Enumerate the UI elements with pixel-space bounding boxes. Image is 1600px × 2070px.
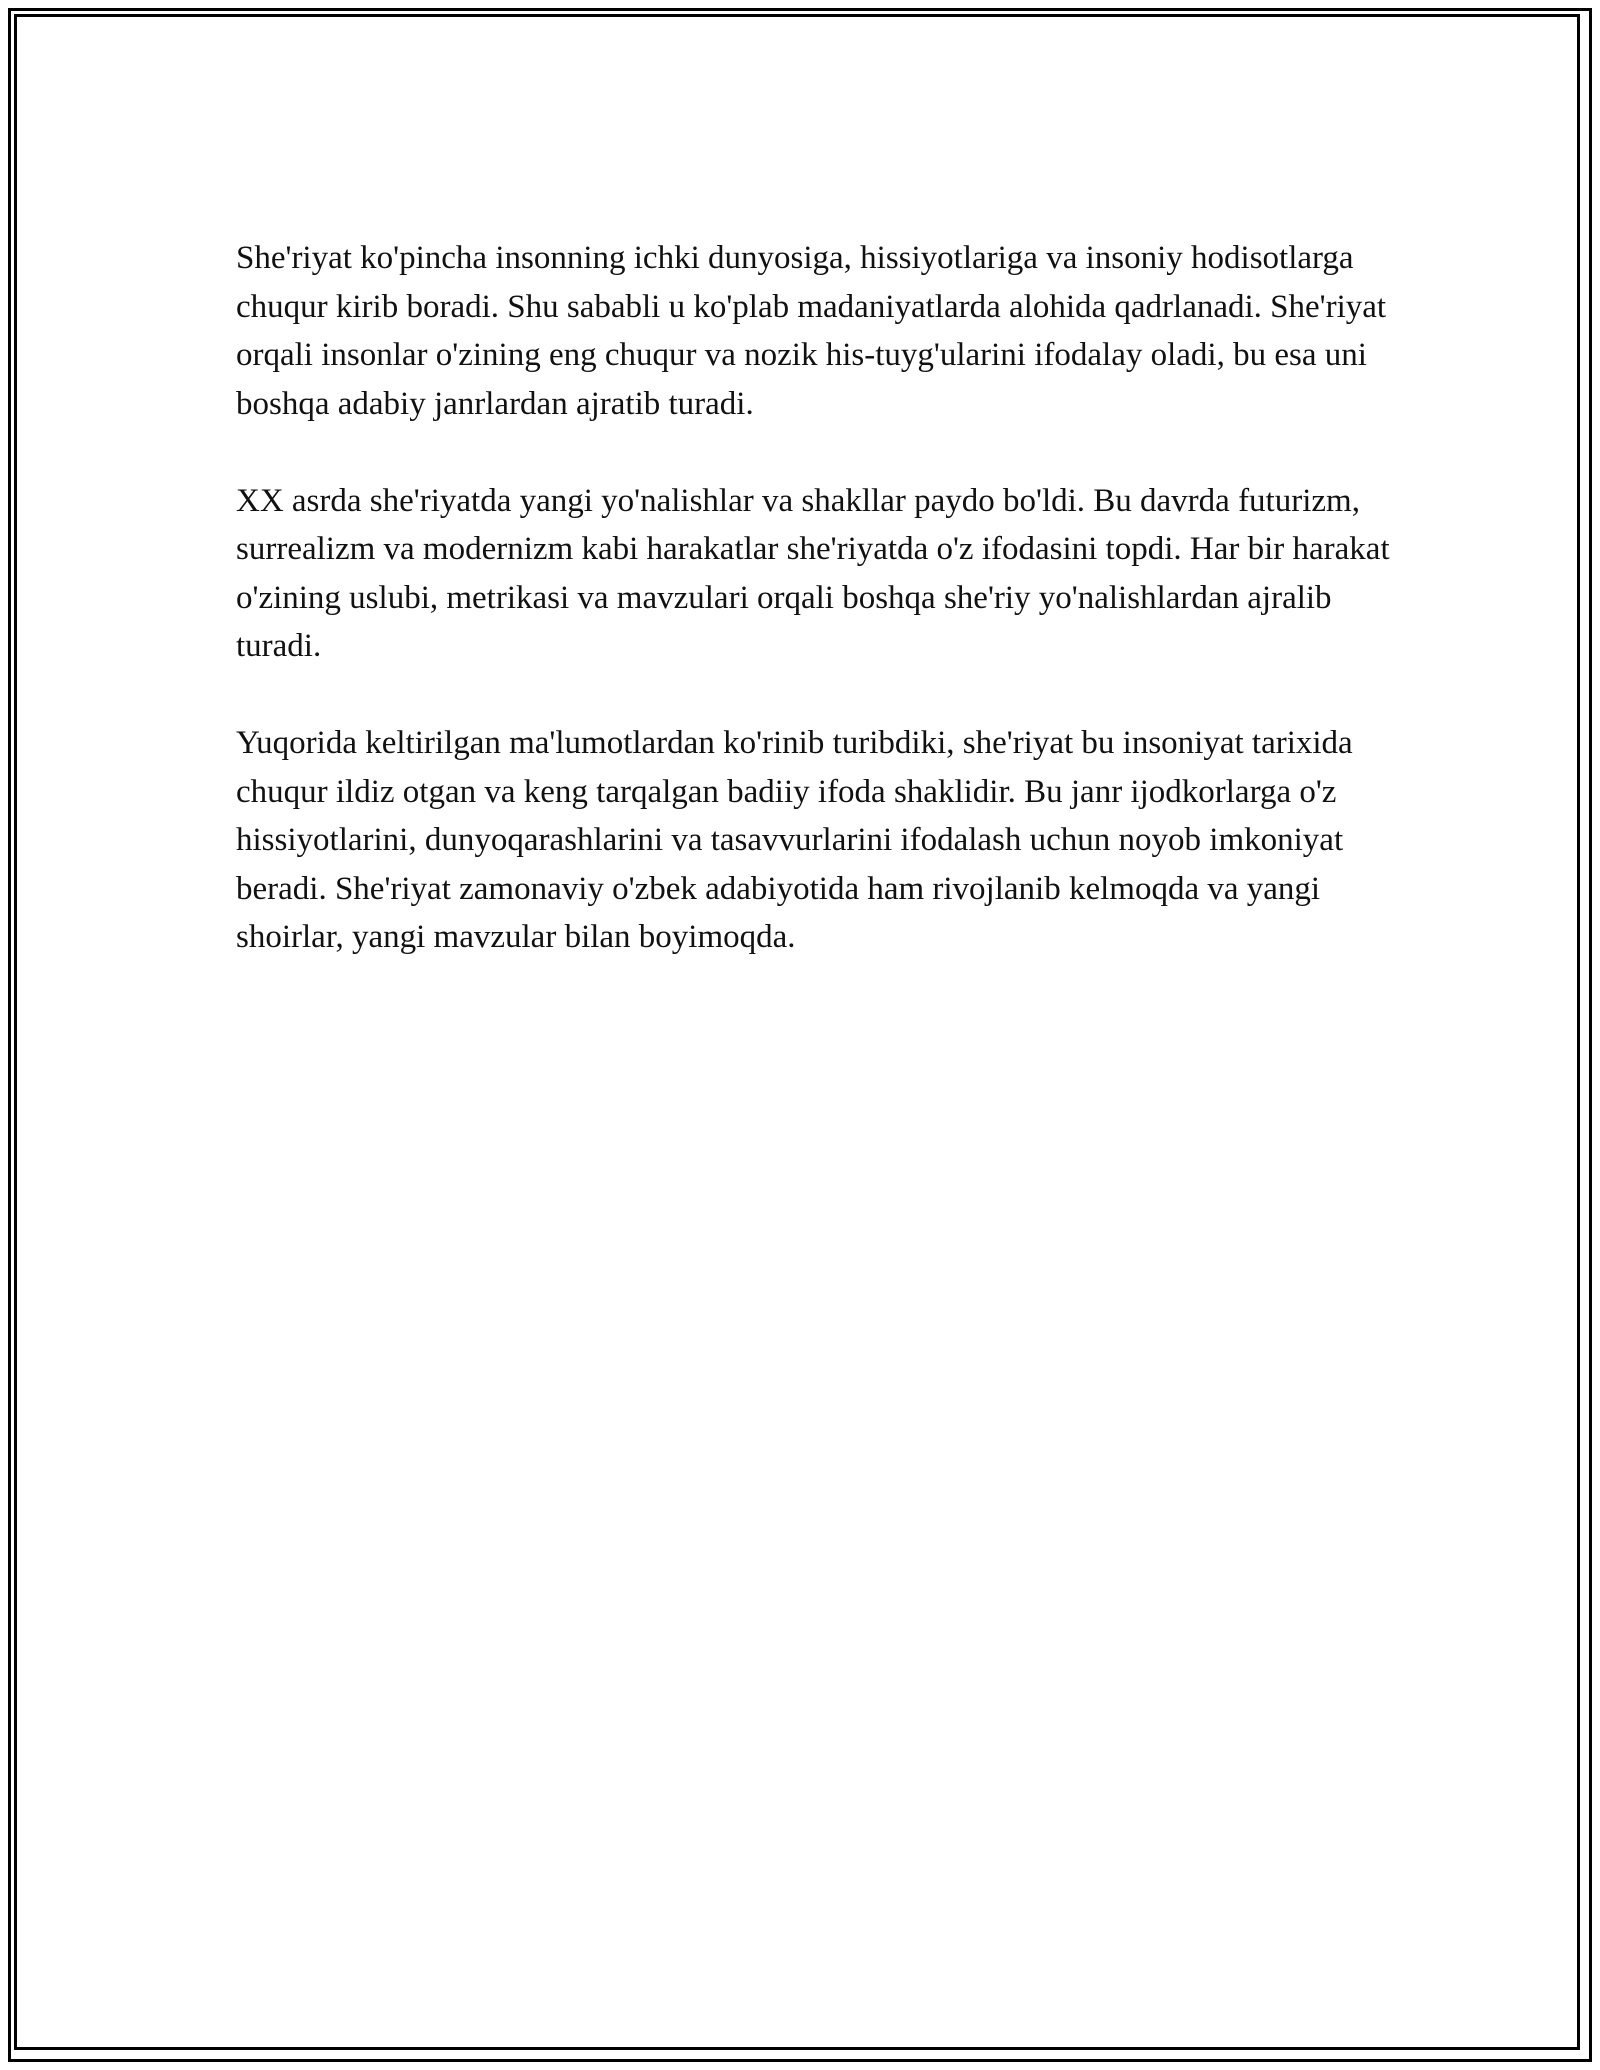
paragraph: XX asrda she'riyatda yangi yo'nalishlar va shakllar paydo bo'ldi. Bu davrda futurizm, surrealizm va modernizm kabi harakatlar she'riyatda o'z ifodasini topdi. Har bir harakat o'zining uslubi, metrikasi va mavzulari orqali boshqa she'riy yo'nalishlardan ajralib turadi. <box>236 482 1390 664</box>
paragraph: Yuqorida keltirilgan ma'lumotlardan ko'rinib turibdiki, she'riyat bu insoniyat tarixida chuqur ildiz otgan va keng tarqalgan badiiy ifoda shaklidir. Bu janr ijodkorlarga o'z hissiyotlarini, dunyoqarashlarini va tasavvurlarini ifodalash uchun noyob imkoniyat beradi. She'riyat zamonaviy o'zbek adabiyotida ham rivojlanib kelmoqda va yangi shoirlar, yangi mavzular bilan boyimoqda. <box>236 725 1353 955</box>
document-body <box>236 234 1396 1010</box>
paragraph: She'riyat ko'pincha insonning ichki dunyosiga, hissiyotlariga va insoniy hodisotlarga chuqur kirib boradi. Shu sababli u ko'plab madaniyatlarda alohida qadrlanadi. She'riyat orqali insonlar o'zining eng chuqur va nozik his-tuyg'ularini ifodalay oladi, bu esa uni boshqa adabiy janrlardan ajratib turadi. <box>236 240 1387 422</box>
